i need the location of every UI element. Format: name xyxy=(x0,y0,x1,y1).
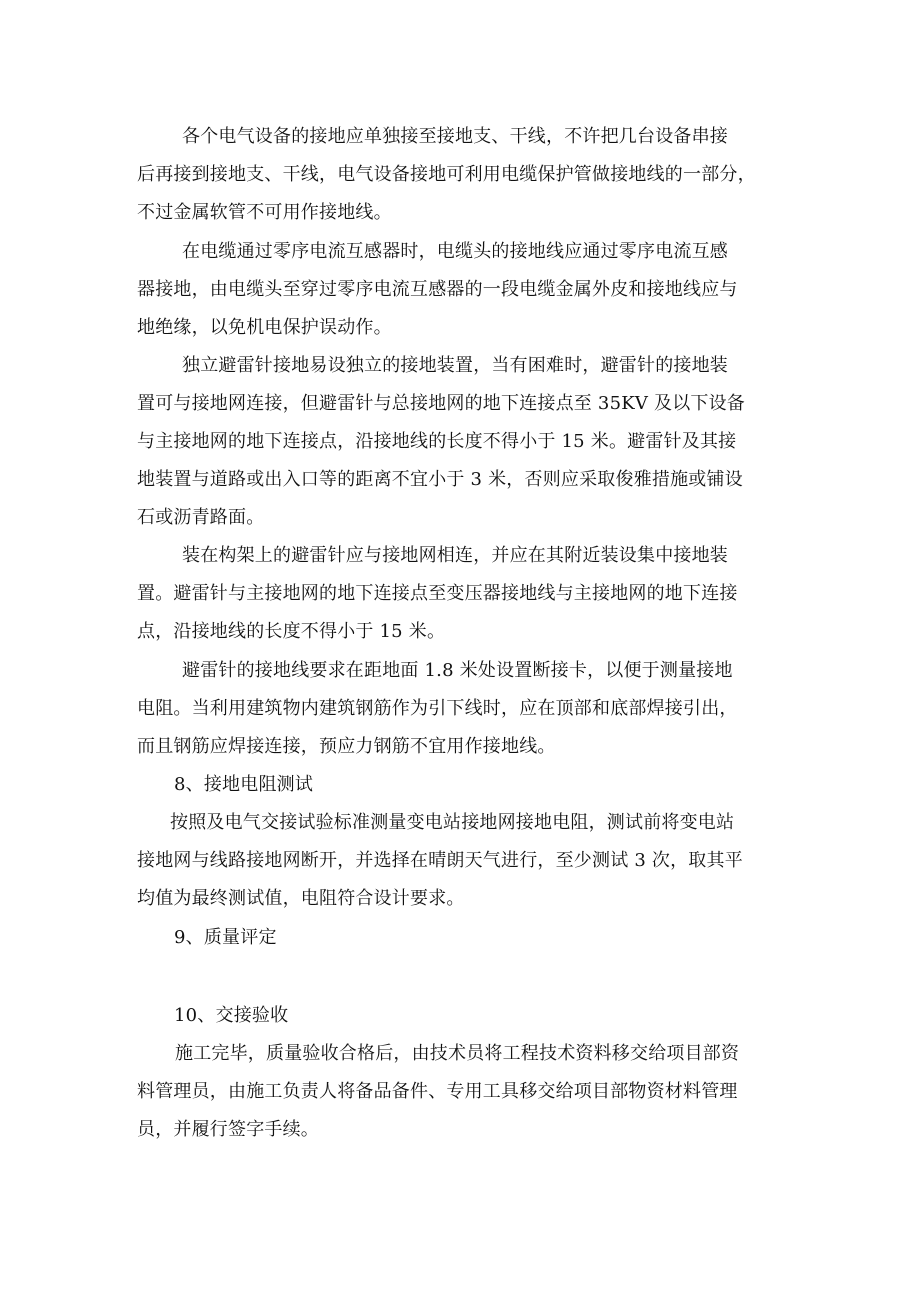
paragraph-5-line-1: 避雷针的接地线要求在距地面 1.8 米处设置断接卡，以便于测量接地 xyxy=(182,660,733,681)
paragraph-6-line-1: 按照及电气交接试验标准测量变电站接地网接地电阻，测试前将变电站 xyxy=(170,812,735,833)
paragraph-7-line-3: 员，并履行签字手续。 xyxy=(137,1119,319,1140)
paragraph-3-line-4: 地装置与道路或出入口等的距离不宜小于 3 米，否则应采取俊雅措施或铺设 xyxy=(137,469,743,490)
paragraph-7-line-1: 施工完毕，质量验收合格后，由技术员将工程技术资料移交给项目部资 xyxy=(175,1043,740,1064)
paragraph-3-line-1: 独立避雷针接地易设独立的接地装置，当有困难时，避雷针的接地装 xyxy=(182,355,728,376)
paragraph-4-line-1: 装在构架上的避雷针应与接地网相连，并应在其附近装设集中接地装 xyxy=(182,545,728,566)
paragraph-3-line-3: 与主接地网的地下连接点，沿接地线的长度不得小于 15 米。避雷针及其接 xyxy=(137,431,737,452)
paragraph-6-line-3: 均值为最终测试值，电阻符合设计要求。 xyxy=(137,888,465,909)
paragraph-4-line-2: 置。避雷针与主接地网的地下连接点至变压器接地线与主接地网的地下连接 xyxy=(137,583,738,604)
paragraph-1-line-1: 各个电气设备的接地应单独接至接地支、干线，不许把几台设备串接 xyxy=(182,126,728,147)
paragraph-2-line-3: 地绝缘，以免机电保护误动作。 xyxy=(137,317,392,338)
paragraph-4-line-3: 点，沿接地线的长度不得小于 15 米。 xyxy=(137,621,446,642)
paragraph-3-line-2: 置可与接地网连接，但避雷针与总接地网的地下连接点至 35KV 及以下设备 xyxy=(137,393,745,414)
paragraph-5-line-2: 电阻。当利用建筑物内建筑钢筋作为引下线时，应在顶部和底部焊接引出， xyxy=(137,698,738,719)
paragraph-3-line-5: 石或沥青路面。 xyxy=(137,507,265,528)
section-heading-10: 10、交接验收 xyxy=(174,1005,289,1026)
paragraph-2-line-1: 在电缆通过零序电流互感器时，电缆头的接地线应通过零序电流互感 xyxy=(182,241,728,262)
paragraph-1-line-2: 后再接到接地支、干线，电气设备接地可利用电缆保护管做接地线的一部分， xyxy=(137,164,756,185)
paragraph-2-line-2: 器接地，由电缆头至穿过零序电流互感器的一段电缆金属外皮和接地线应与 xyxy=(137,279,738,300)
paragraph-1-line-3: 不过金属软管不可用作接地线。 xyxy=(137,202,392,223)
section-heading-8: 8、接地电阻测试 xyxy=(174,774,314,795)
section-heading-9: 9、质量评定 xyxy=(174,927,277,948)
paragraph-6-line-2: 接地网与线路接地网断开，并选择在晴朗天气进行，至少测试 3 次，取其平 xyxy=(137,850,743,871)
paragraph-5-line-3: 而且钢筋应焊接连接，预应力钢筋不宜用作接地线。 xyxy=(137,736,556,757)
paragraph-7-line-2: 料管理员，由施工负责人将备品备件、专用工具移交给项目部物资材料管理 xyxy=(137,1081,738,1102)
